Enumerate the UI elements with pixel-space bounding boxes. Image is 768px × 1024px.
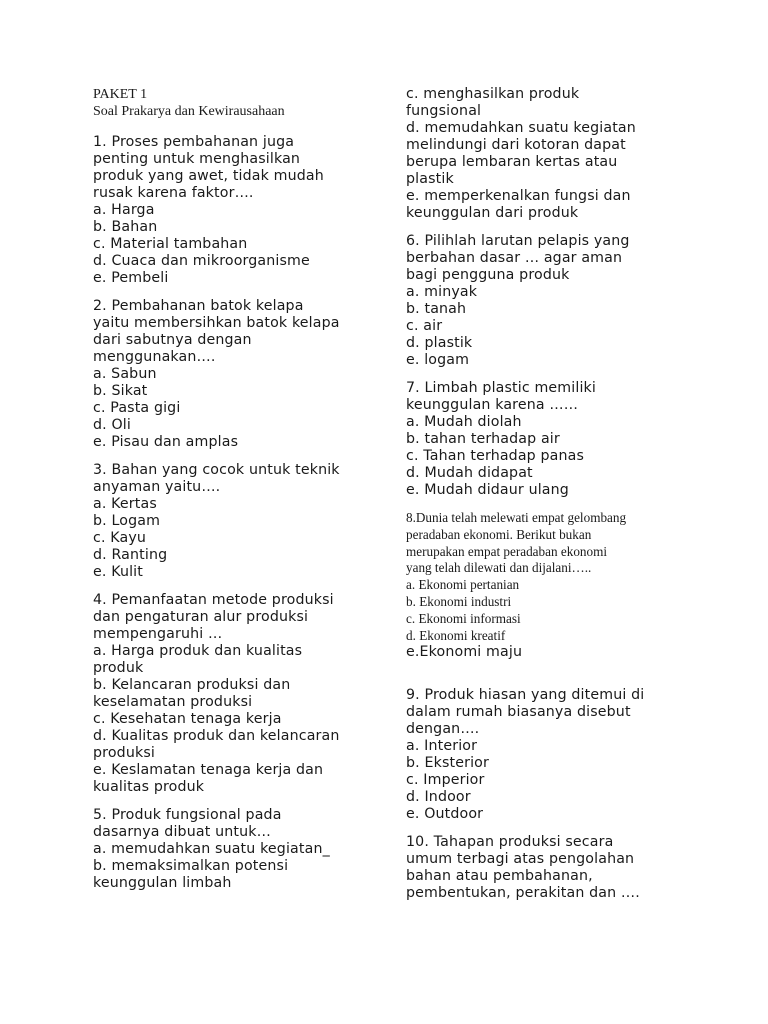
answer-option: c. Imperior xyxy=(406,772,485,789)
answer-option: keunggulan limbah xyxy=(93,875,232,891)
answer-option: d. Ranting xyxy=(93,547,168,563)
answer-option: c. air xyxy=(406,318,443,334)
question-text-line: 10. Tahapan produksi secara xyxy=(406,834,614,851)
answer-option: a. Ekonomi pertanian xyxy=(406,577,520,593)
answer-option: a. memudahkan suatu kegiatan_ xyxy=(93,841,330,857)
answer-option: c. Ekonomi informasi xyxy=(406,610,521,626)
left-column xyxy=(93,86,378,903)
question-text-line: berbahan dasar … agar aman xyxy=(406,250,623,266)
answer-option: b. memaksimalkan potensi xyxy=(93,858,289,874)
question-2 xyxy=(93,298,378,451)
right-question-list-a xyxy=(406,233,706,499)
right-column xyxy=(406,86,706,913)
question-text-line: 5. Produk fungsional pada xyxy=(93,807,282,823)
question-text-line: pembentukan, perakitan dan …. xyxy=(406,885,640,902)
answer-option: c. Pasta gigi xyxy=(93,400,181,416)
question-5 xyxy=(93,807,378,892)
right-question-list-b xyxy=(406,687,706,902)
answer-option: plastik xyxy=(406,171,454,187)
question-8-options xyxy=(406,577,706,644)
answer-option: a. Kertas xyxy=(93,496,157,512)
question-text-line: dalam rumah biasanya disebut xyxy=(406,704,631,721)
answer-option: c. Kesehatan tenaga kerja xyxy=(93,711,282,727)
question-text-line: bagi pengguna produk xyxy=(406,267,570,283)
answer-option: produksi xyxy=(93,745,155,761)
answer-option: a. Mudah diolah xyxy=(406,414,522,430)
question-3 xyxy=(93,462,378,581)
answer-option: a. Harga xyxy=(93,202,155,218)
question-10 xyxy=(406,834,706,902)
question-text-line: 8.Dunia telah melewati empat gelombang xyxy=(406,510,627,525)
answer-option: c. menghasilkan produk xyxy=(406,86,580,102)
question-text-line: merupakan empat peradaban ekonomi xyxy=(406,543,608,559)
question-8-option-e: e.Ekonomi maju xyxy=(406,644,523,661)
answer-option: d. Oli xyxy=(93,417,131,433)
exam-title: PAKET 1 xyxy=(93,87,148,102)
question-text-line: produk yang awet, tidak mudah xyxy=(93,168,324,184)
question-5-continued xyxy=(406,86,706,222)
answer-option: b. tahan terhadap air xyxy=(406,431,560,447)
question-text-line: menggunakan…. xyxy=(93,349,216,365)
question-text-line: umum terbagi atas pengolahan xyxy=(406,851,635,868)
question-text-line: dasarnya dibuat untuk… xyxy=(93,824,271,840)
question-text-line: anyaman yaitu…. xyxy=(93,479,221,495)
question-text-line: 2. Pembahanan batok kelapa xyxy=(93,298,304,314)
answer-option: berupa lembaran kertas atau xyxy=(406,154,618,170)
answer-option: c. Material tambahan xyxy=(93,236,248,252)
answer-option: kualitas produk xyxy=(93,779,205,795)
question-text-line: 4. Pemanfaatan metode produksi xyxy=(93,592,334,608)
question-text-line: 6. Pilihlah larutan pelapis yang xyxy=(406,233,630,249)
answer-option: fungsional xyxy=(406,103,482,119)
answer-option: a. Sabun xyxy=(93,366,157,382)
answer-option: d. Ekonomi kreatif xyxy=(406,627,506,643)
answer-option: e. Mudah didaur ulang xyxy=(406,482,569,498)
answer-option: b. Sikat xyxy=(93,383,148,399)
exam-subtitle: Soal Prakarya dan Kewirausahaan xyxy=(93,104,285,119)
answer-option: b. Ekonomi industri xyxy=(406,593,512,609)
question-text-line: peradaban ekonomi. Berikut bukan xyxy=(406,526,592,542)
answer-option: b. Kelancaran produksi dan xyxy=(93,677,291,693)
answer-option: d. Kualitas produk dan kelancaran xyxy=(93,728,340,744)
question-text-line: yang telah dilewati dan dijalani….. xyxy=(406,560,592,576)
answer-option: d. plastik xyxy=(406,335,473,351)
question-text-line: penting untuk menghasilkan xyxy=(93,151,301,167)
question-text-line: mempengaruhi … xyxy=(93,626,223,642)
question-text-line: rusak karena faktor…. xyxy=(93,185,254,201)
question-text-line: keunggulan karena …… xyxy=(406,397,579,413)
answer-option: e. Outdoor xyxy=(406,806,484,823)
answer-option: e. memperkenalkan fungsi dan xyxy=(406,188,631,204)
answer-option: d. memudahkan suatu kegiatan xyxy=(406,120,636,136)
question-4 xyxy=(93,592,378,796)
question-text-line: dan pengaturan alur produksi xyxy=(93,609,309,625)
question-text-line: 9. Produk hiasan yang ditemui di xyxy=(406,687,645,704)
answer-option: e. Kulit xyxy=(93,564,143,580)
question-text-line: dengan…. xyxy=(406,721,480,738)
question-8 xyxy=(406,510,706,661)
answer-option: d. Mudah didapat xyxy=(406,465,533,481)
answer-option: e. Keslamatan tenaga kerja dan xyxy=(93,762,324,778)
answer-option: melindungi dari kotoran dapat xyxy=(406,137,626,153)
question-text-line: yaitu membersihkan batok kelapa xyxy=(93,315,340,331)
answer-option: b. Eksterior xyxy=(406,755,489,772)
answer-option: a. Interior xyxy=(406,738,478,755)
answer-option: e. Pembeli xyxy=(93,270,169,286)
question-text-line: bahan atau pembahanan, xyxy=(406,868,593,885)
question-9 xyxy=(406,687,706,823)
answer-option: a. Harga produk dan kualitas xyxy=(93,643,303,659)
answer-option: d. Cuaca dan mikroorganisme xyxy=(93,253,310,269)
answer-option: b. tanah xyxy=(406,301,467,317)
question-text-line: dari sabutnya dengan xyxy=(93,332,252,348)
answer-option: produk xyxy=(93,660,144,676)
question-1 xyxy=(93,134,378,287)
answer-option: e. Pisau dan amplas xyxy=(93,434,239,450)
question-6 xyxy=(406,233,706,369)
answer-option: keselamatan produksi xyxy=(93,694,253,710)
question-text-line: 3. Bahan yang cocok untuk teknik xyxy=(93,462,340,478)
answer-option: d. Indoor xyxy=(406,789,471,806)
question-text-line: 1. Proses pembahanan juga xyxy=(93,134,295,150)
answer-option: keunggulan dari produk xyxy=(406,205,579,221)
answer-option: b. Logam xyxy=(93,513,161,529)
answer-option: e. logam xyxy=(406,352,470,368)
answer-option: c. Tahan terhadap panas xyxy=(406,448,585,464)
left-question-list xyxy=(93,134,378,892)
question-text-line: 7. Limbah plastic memiliki xyxy=(406,380,597,396)
question-7 xyxy=(406,380,706,499)
exam-header xyxy=(93,86,378,120)
question-8-text xyxy=(406,510,706,577)
answer-option: c. Kayu xyxy=(93,530,147,546)
answer-option: b. Bahan xyxy=(93,219,158,235)
answer-option: a. minyak xyxy=(406,284,478,300)
